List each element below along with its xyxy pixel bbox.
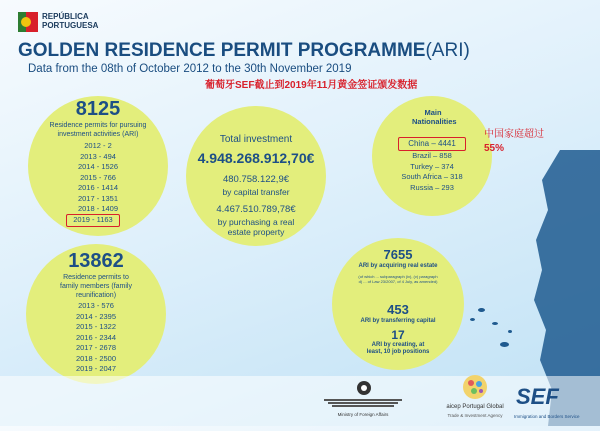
sef-sublabel: Immigration and Borders Service <box>514 414 580 419</box>
china-annotation-line1: 中国家庭超过 <box>484 129 544 140</box>
list-item: 2018 - 2500 <box>75 353 117 363</box>
real-estate-value: 7655 <box>383 247 413 262</box>
china-annotation-line2: 55% <box>484 143 505 154</box>
logo-line2: PORTUGUESA <box>42 21 99 30</box>
ministry-text-lines-icon <box>318 398 408 410</box>
nationalities-list <box>382 151 482 193</box>
island-icon <box>492 322 498 325</box>
list-item: 2015 - 1322 <box>75 322 117 331</box>
list-item: Russia – 293 <box>410 182 454 192</box>
sef-wordmark: SEF <box>516 384 559 409</box>
list-item: South Africa – 318 <box>401 172 463 181</box>
investment-total: 4.948.268.912,70€ <box>197 150 315 166</box>
list-item: 2014 - 2395 <box>75 311 117 321</box>
nationalities-title: Main Nationalities <box>412 108 457 126</box>
list-item: 2016 - 2344 <box>75 332 117 342</box>
investment-title: Total investment <box>219 134 293 145</box>
ari-years <box>48 141 148 215</box>
aicep-label: aicep Portugal Global <box>446 404 504 410</box>
jobs-count: 17 <box>391 328 405 342</box>
island-icon <box>500 342 509 347</box>
page-title-suffix: (ARI) <box>425 40 470 61</box>
ari-total: 8125 <box>75 98 121 120</box>
list-item: 2012 - 2 <box>84 141 112 150</box>
list-item: 2018 - 1409 <box>77 204 119 213</box>
island-icon <box>508 330 512 333</box>
page-title <box>18 40 470 62</box>
family-total: 13862 <box>68 250 124 272</box>
coat-of-arms-icon <box>18 10 38 34</box>
ministry-logo <box>318 380 408 422</box>
page-title-text: GOLDEN RESIDENCE PERMIT PROGRAMME <box>18 40 426 61</box>
aicep-globe-icon <box>462 374 488 400</box>
page-subtitle: Data from the 08th of October 2012 to the 30th November 2019 <box>28 63 352 75</box>
ari-highlight: 2019 - 1163 <box>73 215 113 224</box>
china-highlight: China – 4441 <box>408 139 456 148</box>
chinese-subtitle: 葡萄牙SEF截止到2019年11月黄金签证颁发数据 <box>205 80 418 91</box>
aicep-sublabel: Trade & Investment Agency <box>447 413 503 418</box>
list-item: 2013 - 576 <box>78 301 114 310</box>
capital-count-label: ARI by transferring capital <box>360 318 436 324</box>
ari-label: Residence permits for pursuing investment activities (ARI) <box>49 122 147 138</box>
capital-count: 453 <box>387 302 409 317</box>
capital-value: 480.758.122,9€ <box>222 174 290 185</box>
footer <box>0 376 600 426</box>
capital-label: by capital transfer <box>222 187 290 197</box>
property-value: 4.467.510.789,78€ <box>216 204 296 215</box>
real-estate-note: (of which ... subparagraph (iv), (v) paragraph d) ... of Law 23/2007, of 4 July, as amended) <box>358 274 438 284</box>
china-annotation <box>484 128 544 156</box>
ministry-label: Ministry of Foreign Affairs <box>337 412 389 417</box>
island-icon <box>478 308 485 312</box>
family-label: Residence permits to family members (family reunification) <box>60 274 132 299</box>
island-icon <box>470 318 475 321</box>
family-years <box>46 301 146 375</box>
republic-logo <box>18 10 118 34</box>
sef-logo <box>514 384 598 424</box>
ministry-crest-icon <box>356 380 372 396</box>
list-item: Brazil – 858 <box>412 151 452 160</box>
logo-line1: REPÚBLICA <box>42 12 89 21</box>
list-item: 2017 - 1351 <box>77 193 119 203</box>
property-label: by purchasing a real estate property <box>217 217 295 237</box>
jobs-label: ARI by creating, at least, 10 job positions <box>366 342 430 355</box>
list-item: 2013 - 494 <box>80 151 116 161</box>
real-estate-label: ARI by acquiring real estate <box>358 263 438 269</box>
list-item: 2019 - 2047 <box>75 364 117 373</box>
list-item: 2016 - 1414 <box>77 183 119 192</box>
list-item: Turkey – 374 <box>410 161 454 171</box>
list-item: 2014 - 1526 <box>77 162 119 171</box>
list-item: 2017 - 2678 <box>75 343 117 352</box>
list-item: 2015 - 766 <box>80 172 116 182</box>
aicep-logo <box>440 374 510 422</box>
